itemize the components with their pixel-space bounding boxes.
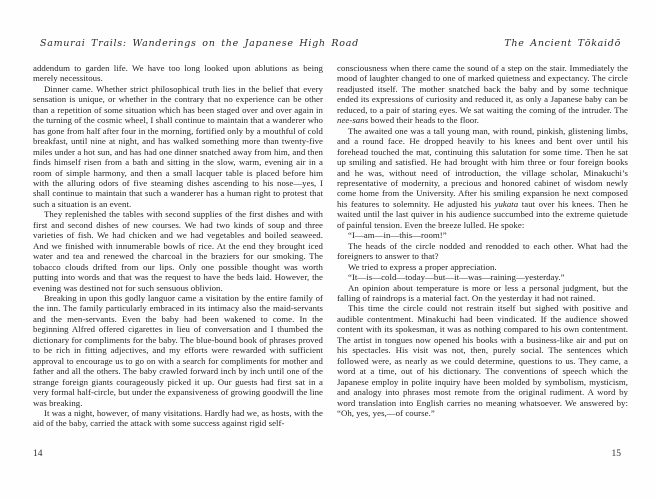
paragraph: [33, 408, 323, 429]
text-run: Breaking in upon this godly languor came a visitation by the entire family of the inn. The family particularly embraced in its intimacy also the maid-servants and the men-servants. Even the baby had been wakened to come. In the beginning Alfred offered cigarettes in lieu of conversation and I thumbed the dictionary for compliments for the baby. The blue-bound book of phrases proved to be rich in fitting adjectives, and my efforts were rewarded with sufficient approval to encourage us to go on with a search for compliments for mother and father and all the others. The baby crawled forward inch by inch until one of the strange foreign giants courageously picked it up. Our guests had first sat in a very formal half-circle, but under the expansiveness of growing goodwill the line was breaking.: [33, 292, 323, 408]
text-run: bowed their heads to the floor.: [368, 115, 479, 126]
text-run: “It—is—cold—today—but—it—was—raining—yesterday.”: [348, 272, 565, 283]
right-page: [337, 0, 628, 500]
text-run: We tried to express a proper appreciation.: [348, 261, 497, 272]
text-run: The awaited one was a tall young man, with round, pinkish, glistening limbs, and a round face. He dropped heavily to his knees and bent over until his forehead touched the mat, continuing this salutation for some time. Then he sat up smiling and satisfied. He had brought with him three or four foreign books and he was, without need of introduction, the village scholar, Minakuchi’s representative of modernity, a precious and honored cabinet of wisdom newly come home from the University. After his smiling expansion he next composed his features to solemnity. He adjusted his: [337, 125, 628, 209]
right-running-header: The Ancient Tōkaidō: [504, 38, 621, 49]
text-run: The heads of the circle nodded and renodded to each other. What had the foreigners to answer to that?: [337, 240, 628, 262]
paragraph: [33, 84, 323, 209]
right-page-number: 15: [611, 449, 621, 459]
text-run: consciousness when there came the sound of a step on the stair. Immediately the mood of laughter changed to one of marked quietness and expectancy. The circle readjusted itself. The mother snatched back the baby and by some technique ended its expressions of curiosity and reduced it, as only a Japanese baby can be reduced, to a pair of staring eyes. We sat waiting the coming of the intruder. The: [337, 63, 628, 115]
paragraph: [337, 63, 628, 126]
left-page-body: [33, 63, 323, 429]
text-run: It was a night, however, of many visitations. Hardly had we, as hosts, with the aid of the baby, carried the attack with some success against rigid self-: [33, 407, 323, 429]
text-run: taut over his knees. Then he waited until the last quiver in his audience succumbed into the extreme quietude of painful tension. Even the breeze lulled. He spoke:: [337, 198, 629, 230]
left-running-header: Samurai Trails: Wanderings on the Japanese High Road: [40, 38, 359, 49]
paragraph: [337, 262, 628, 272]
paragraph: [337, 283, 628, 304]
text-run: Dinner came. Whether strict philosophical truth lies in the belief that every sensation is unique, or whether in the contrary that no experience can be other than a repetition of some situation which has been staged over and over again in the turning of the cosmic wheel, I shall continue to maintain that a wanderer who has gone from half after four in the morning, fortified only by a mouthful of cold breakfast, until nine at night, and has walked something more than twenty-five miles under a hot sun, and has had one dinner snatched away from him, and then finds himself risen from a bath and sitting in the slow, warm, evening air in a room of simple harmony, and then a small lacquer table is placed before him with the alluring odors of five steaming dishes ascending to his nose—yes, I shall continue to maintain that such a wanderer has a human right to protest that such a situation is an event.: [33, 83, 323, 209]
paragraph: [33, 293, 323, 408]
italic-term: nee-sans: [337, 115, 369, 126]
paragraph: [337, 230, 628, 240]
paragraph: [33, 63, 323, 84]
paragraph: [337, 241, 628, 262]
italic-term: yukata: [494, 198, 519, 209]
paragraph: [337, 272, 628, 282]
text-run: An opinion about temperature is more or less a personal judgment, but the falling of raindrops is a material fact. On the yesterday it had not rained.: [337, 282, 628, 303]
text-run: addendum to garden life. We have too long looked upon ablutions as being merely necessitous.: [33, 63, 323, 84]
text-run: “I—am—in—this—room!”: [348, 230, 447, 241]
text-run: This time the circle could not restrain itself but sighed with positive and audible contentment. Minakuchi had been vindicated. If the audience showed content with its spokesman, it was as nothing compared to his own contentment. The artist in tongues now opened his books with a business-like air and put on his spectacles. His visit was not, then, purely social. The sentences which followed were, as nearly as we could determine, questions to us. They came, a word at a time, out of his dictionary. The conventions of speech which the Japanese employ in polite inquiry have been molded by symbolism, mysticism, and analogy into phrases most remote from the original rudiment. A word by word translation into English carries no meaning whatsoever. We answered by: “Oh, yes, yes,—of course.”: [337, 303, 628, 418]
paragraph: [337, 303, 628, 418]
paragraph: [33, 209, 323, 293]
right-page-body: [337, 63, 628, 418]
paragraph: [337, 126, 628, 231]
left-page-number: 14: [33, 449, 43, 459]
text-run: They replenished the tables with second supplies of the first dishes and with first and second dishes of new courses. We had two kinds of soup and three varieties of fish. We had chicken and we had vegetables and boiled seaweed. And we finished with innumerable bowls of rice. At the end they brought iced water and tea and renewed the charcoal in the braziers for our smoking. The tobacco clouds drifted from our lips. Only one possible thought was worth putting into words and that was the request to have the beds laid. However, the evening was destined not for such sensuous oblivion.: [33, 209, 323, 293]
